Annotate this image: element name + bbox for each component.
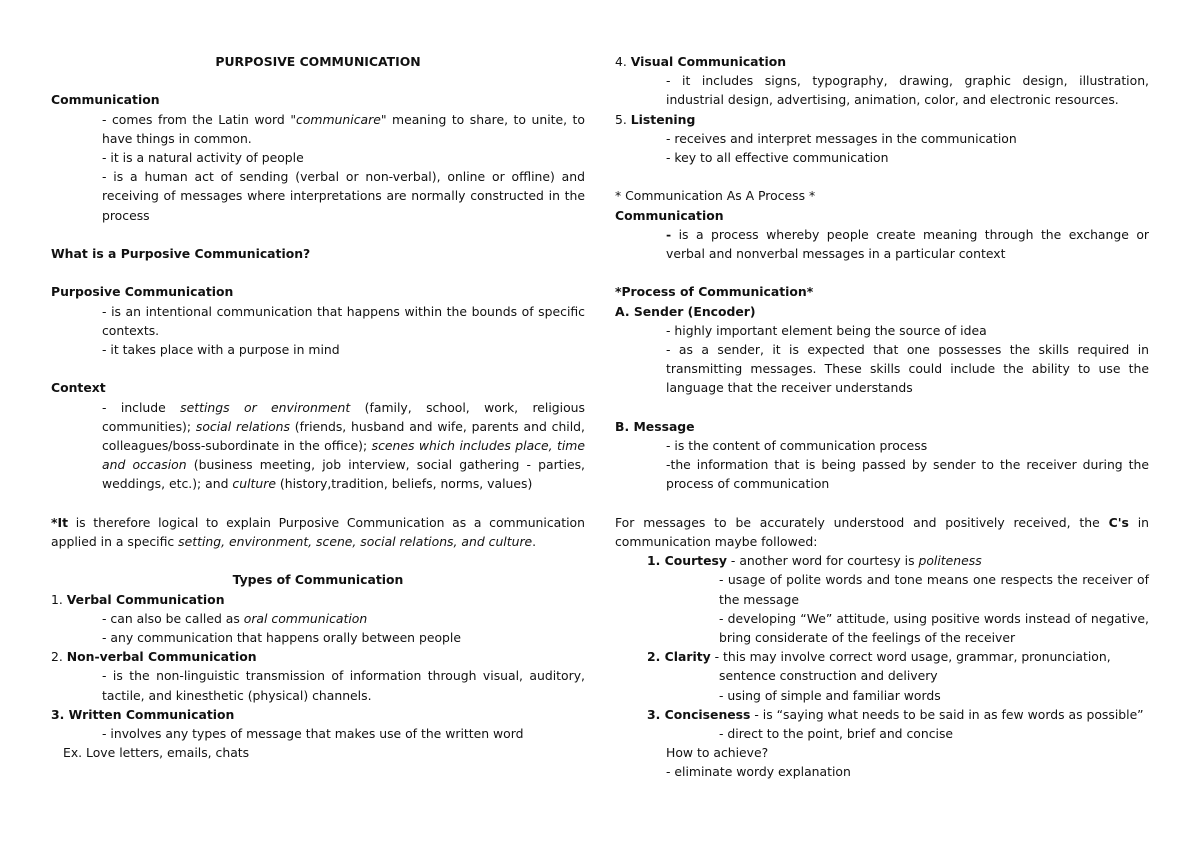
clarity-heading: 2. Clarity - this may involve correct word usage, grammar, pronunciation,: [647, 649, 1111, 665]
left-column: [51, 52, 585, 762]
context-heading: Context: [51, 380, 106, 396]
type-3-point-1: - involves any types of message that makes use of the written word: [102, 726, 524, 742]
courtesy-point-1: - usage of polite words and tone means one respects the receiver of the message: [719, 572, 1149, 607]
eliminate-point: - eliminate wordy explanation: [666, 764, 851, 780]
courtesy-heading: 1. Courtesy - another word for courtesy is politeness: [647, 553, 982, 569]
conciseness-point-1: - direct to the point, brief and concise: [719, 726, 954, 742]
type-2-point-1: - is the non-linguistic transmission of information through visual, auditory, tactile, and kinesthetic (physical) channels.: [102, 668, 585, 703]
context-paragraph: - include settings or environment (family, school, work, religious communities); social relations (friends, husband and wife, parents and child, colleagues/boss-subordinate in the office); scenes which includes place, time and occasion (business meeting, job interview, social gathering - parties, weddings, etc.); and culture (history,tradition, beliefs, norms, values): [102, 399, 585, 492]
message-point-1: - is the content of communication process: [666, 438, 928, 454]
process-note: * Communication As A Process *: [615, 188, 816, 204]
communication-process-heading: Communication: [615, 207, 724, 223]
purposive-point-1: - is an intentional communication that happens within the bounds of specific contexts.: [102, 303, 585, 338]
cs-intro: For messages to be accurately understood and positively received, the C's in communication maybe followed:: [615, 514, 1150, 550]
document-title: PURPOSIVE COMMUNICATION: [215, 54, 421, 69]
type-3-heading: 3. Written Communication: [51, 706, 235, 722]
conciseness-heading: 3. Conciseness - is “saying what needs to be said in as few words as possible”: [647, 706, 1144, 722]
logic-paragraph: *It is therefore logical to explain Purposive Communication as a communication applied in a specific setting, environment, scene, social relations, and culture.: [51, 514, 585, 549]
sender-point-2: - as a sender, it is expected that one possesses the skills required in transmitting messages. These skills could include the ability to use the language that the receiver understands: [666, 342, 1149, 396]
type-1-point-2: - any communication that happens orally between people: [102, 630, 461, 645]
type-5-point-2: - key to all effective communication: [666, 150, 889, 166]
purposive-heading: Purposive Communication: [51, 284, 234, 300]
process-heading: *Process of Communication*: [615, 284, 814, 300]
purposive-point-2: - it takes place with a purpose in mind: [102, 342, 340, 357]
how-to-achieve: How to achieve?: [666, 745, 769, 761]
communication-point-1: - comes from the Latin word "communicare" meaning to share, to unite, to have things in common.: [102, 111, 586, 146]
message-heading: B. Message: [615, 418, 695, 434]
type-1-point-1: - can also be called as oral communication: [102, 610, 368, 626]
clarity-point-2: - using of simple and familiar words: [719, 687, 941, 703]
type-2-heading: 2. Non-verbal Communication: [51, 649, 257, 665]
type-4-heading: 4. Visual Communication: [615, 54, 787, 69]
type-5-heading: 5. Listening: [615, 111, 696, 127]
sender-point-1: - highly important element being the source of idea: [666, 322, 987, 338]
communication-point-3: - is a human act of sending (verbal or non-verbal), online or offline) and receiving of messages where interpretations are normally constructed in the process: [102, 169, 585, 223]
courtesy-point-2: - developing “We” attitude, using positive words instead of negative, bring considerate of the feelings of the receiver: [719, 610, 1149, 646]
clarity-point-1: sentence construction and delivery: [719, 668, 938, 684]
what-heading: What is a Purposive Communication?: [51, 246, 311, 261]
type-4-point-1: - it includes signs, typography, drawing, graphic design, illustration, industrial design, advertising, animation, color, and electronic resources.: [666, 73, 1149, 108]
right-column: [615, 52, 1149, 782]
communication-heading: Communication: [51, 92, 160, 108]
type-5-point-1: - receives and interpret messages in the communication: [666, 130, 1017, 146]
sender-heading: A. Sender (Encoder): [615, 303, 756, 319]
message-point-2: -the information that is being passed by sender to the receiver during the process of communication: [666, 457, 1149, 492]
communication-process-definition: - is a process whereby people create meaning through the exchange or verbal and nonverbal messages in a particular context: [666, 226, 1149, 262]
type-3-example: Ex. Love letters, emails, chats: [63, 745, 250, 761]
type-1-heading: 1. Verbal Communication: [51, 591, 225, 607]
types-heading: Types of Communication: [232, 572, 404, 588]
communication-point-2: - it is a natural activity of people: [102, 150, 304, 165]
